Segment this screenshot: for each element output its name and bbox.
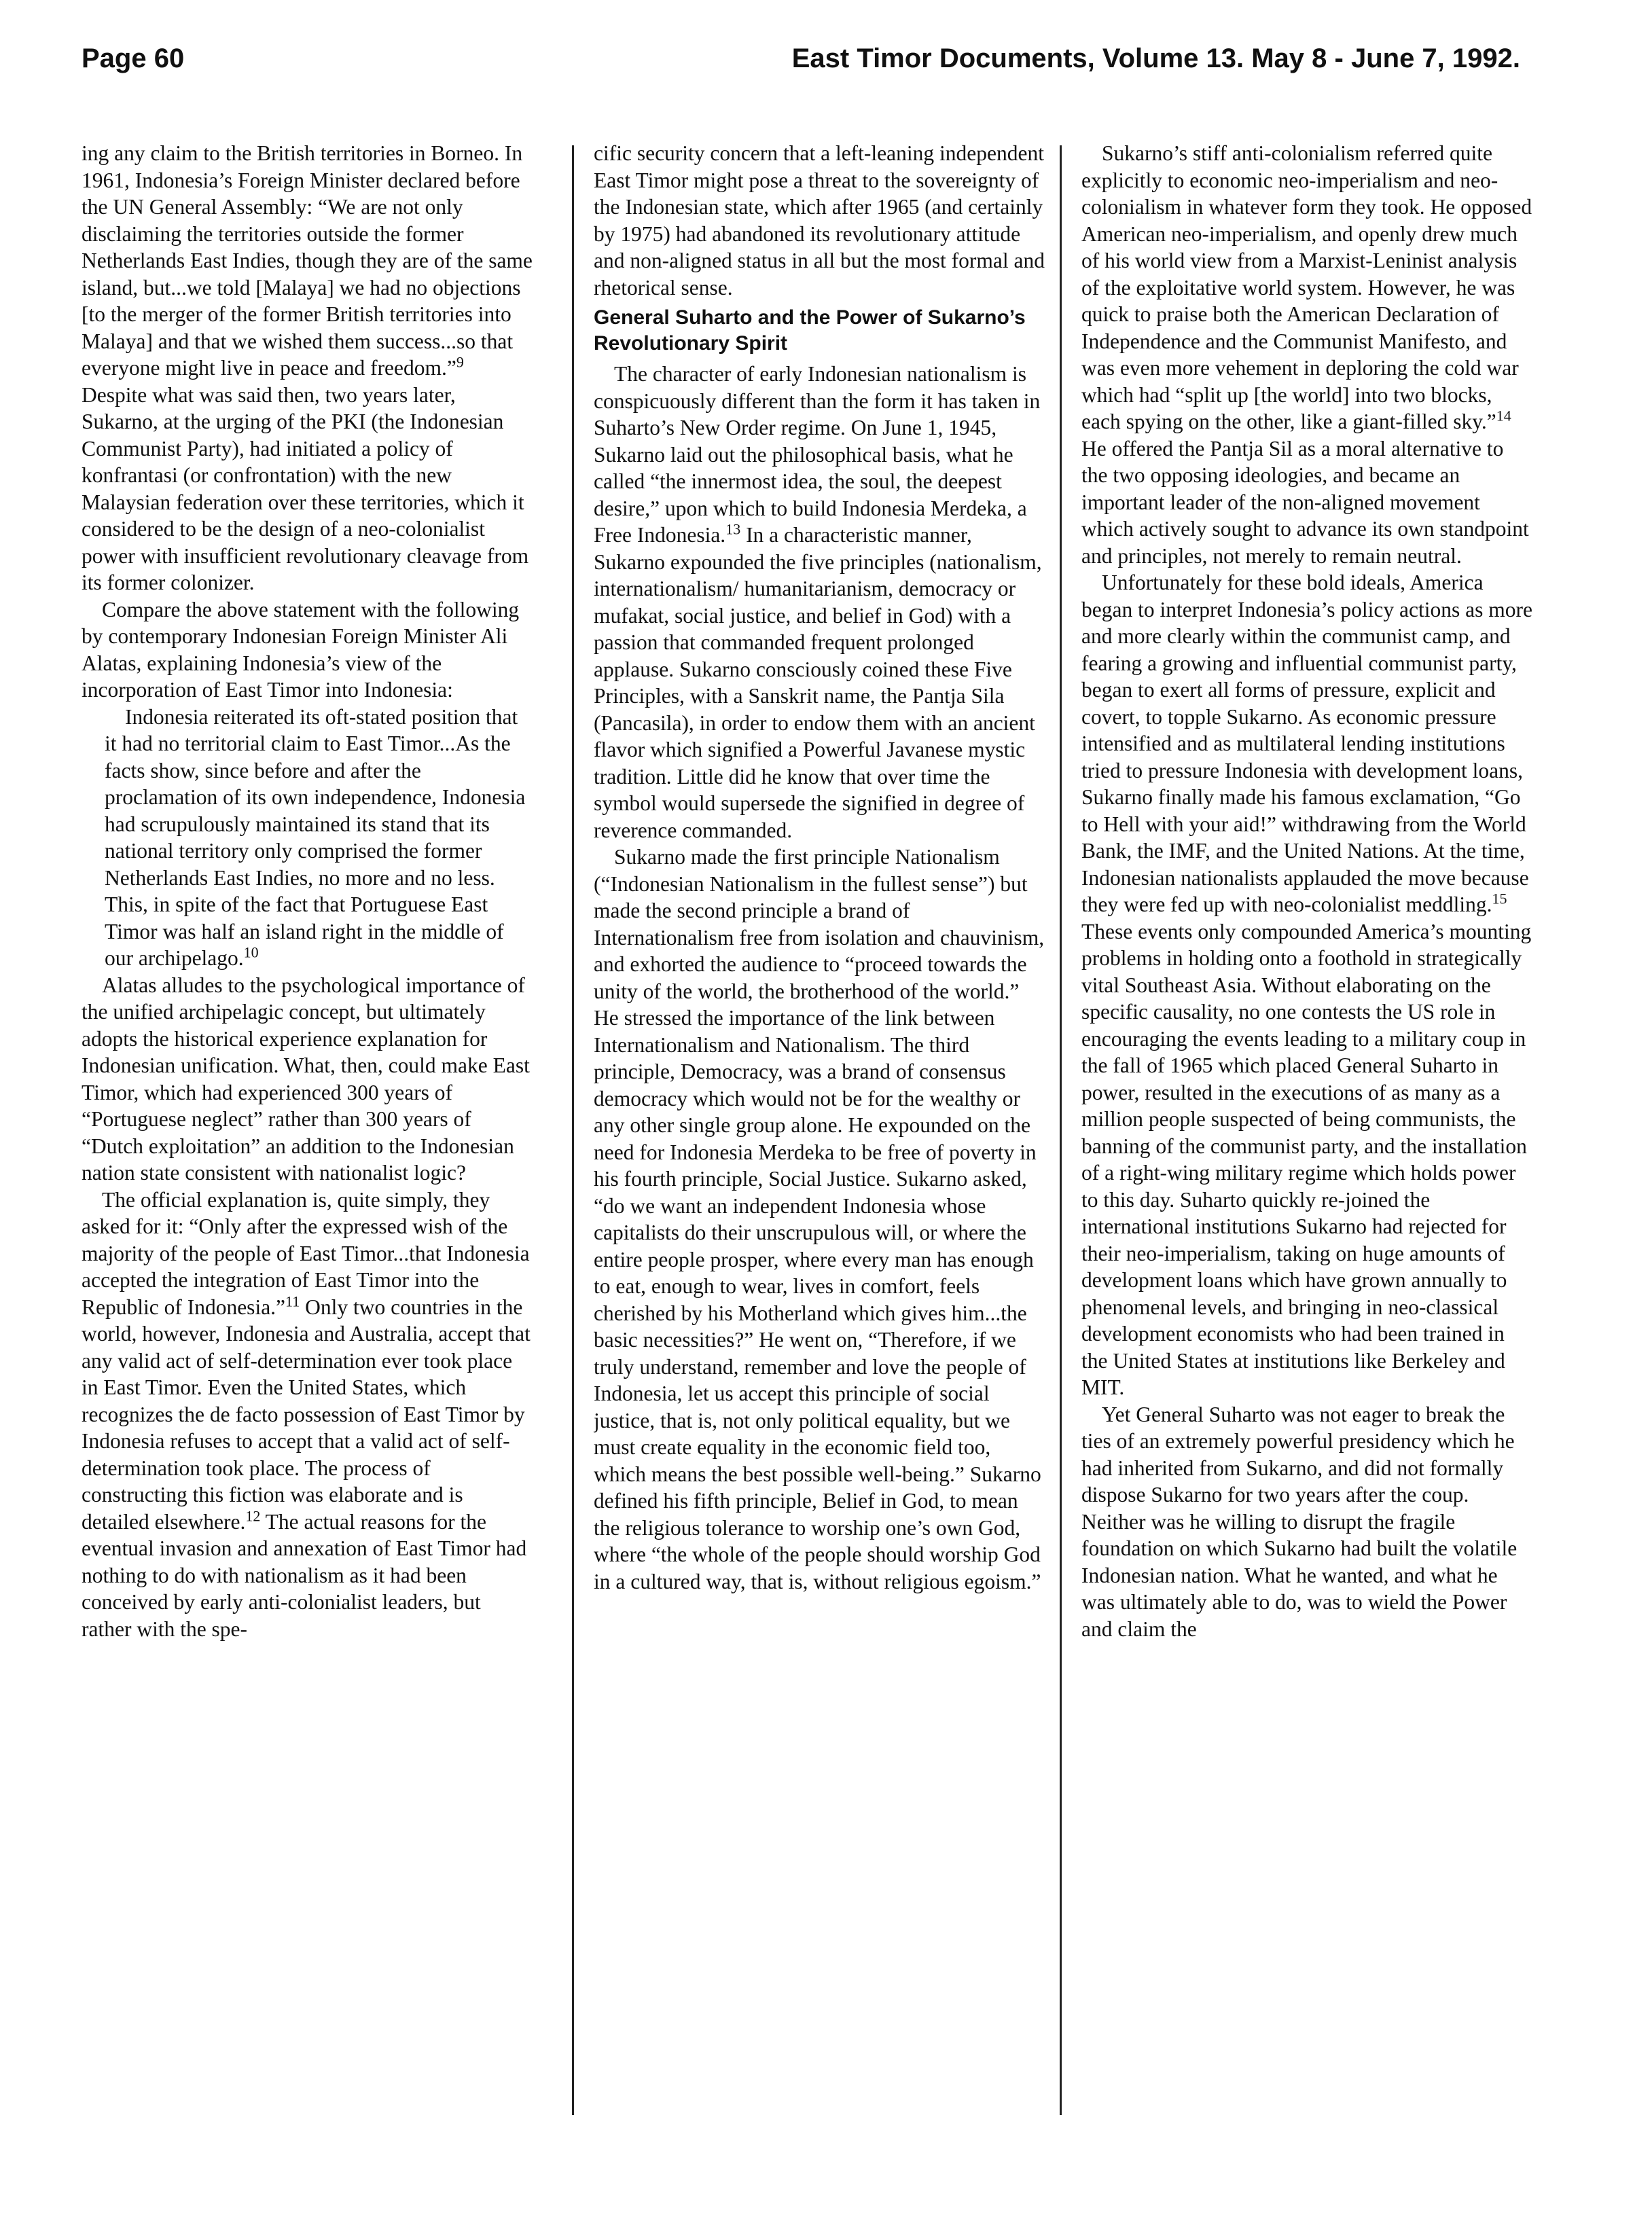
column-1: [82, 140, 533, 2150]
section-heading: General Suharto and the Power of Sukarno’s Revolutionary Spirit: [594, 306, 1026, 355]
paragraph: Compare the above statement with the following by contemporary Indonesian Foreign Minister Ali Alatas, explaining Indonesia’s view of the incorporation of East Timor into Indonesia:: [82, 597, 520, 702]
running-title: East Timor Documents, Volume 13. May 8 - June 7, 1992.: [791, 43, 1520, 73]
footnote-ref: 9: [456, 353, 464, 371]
footnote-ref: 13: [725, 520, 741, 538]
footnote-ref: 15: [1492, 890, 1507, 907]
paragraph: cific security concern that a left-leaning independent East Timor might pose a threat to the sovereignty of the Indonesian state, which after 1965 (and certainly by 1975) had abandoned its revolutionary attitude and non-aligned status in all but the most formal and rhetorical sense.: [594, 141, 1045, 300]
footnote-ref: 11: [285, 1293, 300, 1310]
page-number: Page 60: [82, 43, 185, 73]
column-rule-2: [1060, 145, 1062, 2115]
paragraph: Yet General Suharto was not eager to break the ties of an extremely powerful presidency which he had inherited from Sukarno, and did not formally dispose Sukarno for two years after the coup. Neither was he willing to disrupt the fragile foundation on which Sukarno had built the volatile Indonesian nation. What he wanted, and what he was ultimately able to do, was to wield the Power and claim the: [1081, 1402, 1518, 1641]
column-2: [594, 140, 1045, 2150]
paragraph: The official explanation is, quite simply, they asked for it: “Only after the expressed wish of the majority of the people of East Timor...that Indonesia accepted the integration of East Timor into the Republic of Indonesia.”$^{11}$ Only two countries in the world, however, Indonesia and Australia, accept that any valid act of self-determination ever took place in East Timor. Even the United States, which recognizes the de facto possession of East Timor by Indonesia refuses to accept that a valid act of self-determination took place. The process of constructing this fiction was elaborate and is detailed elsewhere.$^{12}$ The actual reasons for the eventual invasion and annexation of East Timor had nothing to do with nationalism as it had been conceived by early anti-colonialist leaders, but rather with the spe-: [82, 1187, 531, 1641]
paragraph: Alatas alludes to the psychological importance of the unified archipelagic concept, but ultimately adopts the historical experience explanation for Indonesian unification. What, then, could make East Timor, which had experienced 300 years of “Portuguese neglect” rather than 300 years of “Dutch exploitation” an addition to the Indonesian nation state consistent with nationalist logic?: [82, 973, 530, 1185]
paragraph: Sukarno made the first principle Nationalism (“Indonesian Nationalism in the fullest sense”) but made the second principle a brand of Internationalism free from isolation and chauvinism, and exhorted the audience to “proceed towards the unity of the world, the brotherhood of the world.” He stressed the importance of the link between Internationalism and Nationalism. The third principle, Democracy, was a brand of consensus democracy which would not be for the wealthy or any other single group alone. He expounded on the need for Indonesia Merdeka to be free of poverty in his fourth principle, Social Justice. Sukarno asked, “do we want an independent Indonesia whose capitalists do their unscrupulous will, or where the entire people prosper, where every man has enough to eat, enough to wear, lives in comfort, feels cherished by his Motherland which gives him...the basic necessities?” He went on, “Therefore, if we truly understand, remember and love the people of Indonesia, let us accept this principle of social justice, that is, not only political equality, but we must create equality in the economic field too, which means the best possible well-being.” Sukarno defined his fifth principle, Belief in God, to mean the religious tolerance to worship one’s own God, where “the whole of the people should worship God in a cultured way, that is, without religious egoism.”: [594, 845, 1045, 1593]
paragraph: The character of early Indonesian nationalism is conspicuously different than the form it has taken in Suharto’s New Order regime. On June 1, 1945, Sukarno laid out the philosophical basis, what he called “the innermost idea, the soul, the deepest desire,” upon which to build Indonesia Merdeka, a Free Indonesia.$^{13}$ In a characteristic manner, Sukarno expounded the five principles (nationalism, internationalism/ humanitarianism, democracy or mufakat, social justice, and belief in God) with a passion that commanded frequent prolonged applause. Sukarno consciously coined these Five Principles, with a Sanskrit name, the Pantja Sila (Pancasila), in order to endow them with an ancient flavor which signified a Powerful Javanese mystic tradition. Little did he know that over time the symbol would supersede the signified in degree of reverence commanded.: [594, 362, 1042, 842]
paragraph: Unfortunately for these bold ideals, America began to interpret Indonesia’s policy actions as more and more clearly within the communist camp, and fearing a growing and influential communist party, began to exert all forms of pressure, explicit and covert, to topple Sukarno. As economic pressure intensified and as multilateral lending institutions tried to pressure Indonesia with development loans, Sukarno finally made his famous exclamation, “Go to Hell with your aid!” withdrawing from the World Bank, the IMF, and the United Nations. At the time, Indonesian nationalists applauded the move because they were fed up with neo-colonialist meddling.$^{15}$ These events only compounded America’s mounting problems in holding onto a foothold in strategically vital Southeast Asia. Without elaborating on the specific causality, no one contests the US role in encouraging the events leading to a military coup in the fall of 1965 which placed General Suharto in power, resulted in the executions of as many as a million people suspected of being communists, the banning of the communist party, and the installation of a right-wing military regime which holds power to this day. Suharto quickly re-joined the international institutions Sukarno had rejected for their neo-imperialism, taking on huge amounts of development loans which have grown annually to phenomenal levels, and bringing in neo-classical development economists who had been trained in the United States at institutions like Berkeley and MIT.: [1081, 571, 1532, 1399]
footnote-ref: 14: [1496, 407, 1511, 425]
page-header: [82, 41, 1520, 82]
paragraph: ing any claim to the British territories in Borneo. In 1961, Indonesia’s Foreign Minister declared before the UN General Assembly: “We are not only disclaiming the territories outside the former Netherlands East Indies, though they are of the same island, but...we told [Malaya] we had no objections [to the merger of the former British territories into Malaya] and that we wished them success...so that everyone might live in peace and freedom.”$^9$ Despite what was said then, two years later, Sukarno, at the urging of the PKI (the Indonesian Communist Party), had initiated a policy of konfrantasi (or confrontation) with the new Malaysian federation over these territories, which it considered to be the design of a neo-colonialist power with insufficient revolutionary cleavage from its former colonizer.: [82, 141, 533, 594]
block-quote: Indonesia reiterated its oft-stated position that it had no territorial claim to East Timor...As the facts show, since before and after the proclamation of its own independence, Indonesia had scrupulously maintained its stand that its national territory only comprised the former Netherlands East Indies, no more and no less. This, in spite of the fact that Portuguese East Timor was half an island right in the middle of our archipelago.$^{10}$: [105, 704, 526, 970]
paragraph: Sukarno’s stiff anti-colonialism referred quite explicitly to economic neo-imperialism and neo-colonialism in whatever form they took. He opposed American neo-imperialism, and openly drew much of his world view from a Marxist-Leninist analysis of the exploitative world system. However, he was quick to praise both the American Declaration of Independence and the Communist Manifesto, and was even more vehement in deploring the cold war which had “split up [the world] into two blocks, each spying on the other, like a giant-filled sky.”$^{14}$ He offered the Pantja Sil as a moral alternative to the two opposing ideologies, and became an important leader of the non-aligned movement which actively sought to advance its own standpoint and principles, not merely to remain neutral.: [1081, 141, 1532, 568]
footnote-ref: 10: [243, 943, 259, 961]
footnote-ref: 12: [245, 1507, 261, 1524]
column-3: [1081, 140, 1532, 2150]
column-rule-1: [572, 145, 574, 2115]
